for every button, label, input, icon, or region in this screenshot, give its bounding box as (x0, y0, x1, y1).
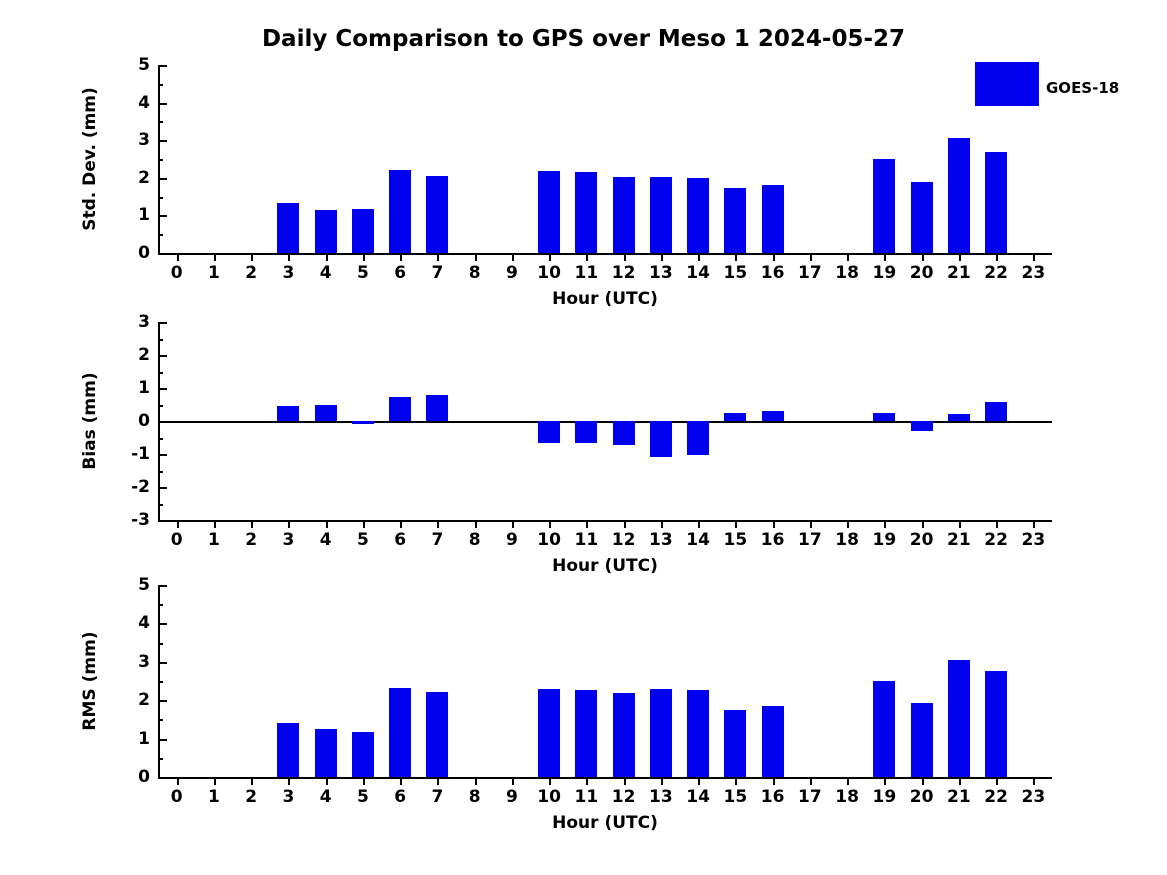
x-tick-label: 23 (1021, 530, 1046, 550)
y-tick-label: 1 (138, 728, 150, 749)
x-tick-label: 7 (431, 787, 444, 807)
y-tick-label: -2 (131, 477, 150, 497)
x-tick-label: 2 (245, 263, 258, 283)
x-tick (326, 777, 328, 785)
y-tick-label: 3 (138, 651, 150, 672)
x-tick (177, 777, 179, 785)
x-tick (661, 777, 663, 785)
bar-rms-hour-14 (687, 690, 709, 777)
x-tick-label: 13 (649, 530, 673, 550)
x-tick-label: 12 (611, 263, 636, 283)
y-tick-minor (158, 758, 163, 760)
x-tick-label: 5 (356, 787, 369, 807)
y-tick-label: -1 (131, 444, 150, 464)
x-tick (847, 777, 849, 785)
x-tick-label: 1 (207, 787, 220, 807)
y-axis-title: Bias (mm) (80, 372, 100, 470)
x-tick (251, 777, 253, 785)
x-tick (586, 777, 588, 785)
x-tick (735, 777, 737, 785)
x-tick-label: 19 (872, 263, 897, 283)
x-tick-label: 2 (245, 530, 258, 550)
y-tick (158, 739, 167, 741)
x-tick-label: 11 (574, 530, 599, 550)
x-tick-label: 10 (537, 530, 561, 550)
x-axis-title: Hour (UTC) (552, 813, 658, 833)
x-tick-label: 14 (686, 263, 710, 283)
y-tick (158, 623, 167, 625)
y-tick-label: 5 (138, 55, 150, 75)
x-tick-label: 8 (468, 787, 481, 807)
y-tick-label: 1 (138, 378, 150, 398)
x-tick-label: 9 (505, 263, 518, 283)
x-tick-label: 7 (431, 263, 444, 283)
x-tick (400, 777, 402, 785)
x-tick-label: 10 (537, 787, 561, 807)
x-tick-label: 14 (686, 530, 710, 550)
y-tick (158, 777, 167, 779)
x-tick-label: 8 (468, 263, 481, 283)
y-tick-label: 2 (138, 167, 150, 188)
bar-rms-hour-6 (389, 688, 411, 777)
x-tick (1033, 777, 1035, 785)
x-tick-label: 4 (319, 263, 332, 283)
x-tick-label: 16 (760, 263, 785, 283)
x-tick-label: 14 (686, 787, 710, 807)
x-tick-label: 2 (245, 787, 258, 807)
x-tick-label: 18 (835, 530, 859, 550)
bar-rms-hour-4 (315, 729, 337, 777)
x-tick-label: 22 (984, 787, 1008, 807)
x-tick-label: 18 (835, 263, 859, 283)
y-tick-label: 5 (138, 575, 150, 595)
x-tick-label: 12 (611, 530, 636, 550)
y-tick-label: 2 (138, 345, 150, 365)
x-tick-label: 7 (431, 530, 444, 550)
x-tick-label: 16 (760, 530, 785, 550)
x-axis-title: Hour (UTC) (552, 556, 658, 576)
x-tick-label: 13 (649, 787, 673, 807)
y-tick-label: 0 (138, 243, 150, 263)
x-tick (214, 777, 216, 785)
x-tick-label: 22 (984, 530, 1008, 550)
bar-rms-hour-12 (613, 693, 635, 777)
x-tick (773, 777, 775, 785)
y-tick-label: 1 (138, 205, 150, 226)
x-tick-label: 16 (760, 787, 785, 807)
x-tick (549, 777, 551, 785)
x-tick-label: 11 (574, 787, 599, 807)
x-tick-label: 21 (947, 787, 971, 807)
x-tick (363, 777, 365, 785)
x-tick-label: 8 (468, 530, 481, 550)
x-tick-label: 3 (282, 530, 295, 550)
x-tick-label: 11 (574, 263, 599, 283)
x-tick-label: 15 (723, 787, 748, 807)
x-tick-label: 3 (282, 787, 295, 807)
x-tick-label: 3 (282, 263, 295, 283)
bar-rms-hour-21 (948, 660, 970, 777)
y-tick-minor (158, 604, 163, 606)
y-tick (158, 700, 167, 702)
x-tick (512, 777, 514, 785)
x-tick-label: 0 (170, 263, 183, 283)
x-tick (437, 777, 439, 785)
legend-label-goes18: GOES-18 (1046, 79, 1120, 97)
page-title: Daily Comparison to GPS over Meso 1 2024-05-27 (261, 26, 906, 52)
x-tick-label: 15 (723, 530, 748, 550)
y-tick-label: -3 (131, 510, 150, 530)
y-tick-label: 4 (138, 613, 150, 634)
y-tick-label: 0 (138, 411, 150, 431)
bar-rms-hour-5 (352, 732, 374, 777)
x-tick-label: 0 (170, 530, 183, 550)
x-tick-label: 21 (947, 530, 971, 550)
bar-rms-hour-7 (426, 692, 448, 777)
x-tick-label: 9 (505, 787, 518, 807)
bar-rms-hour-15 (724, 710, 746, 777)
y-axis-title: RMS (mm) (80, 631, 100, 731)
x-tick-label: 10 (537, 263, 561, 283)
x-tick-label: 6 (394, 263, 407, 283)
x-tick-label: 17 (798, 787, 822, 807)
x-tick (810, 777, 812, 785)
x-tick (624, 777, 626, 785)
x-tick-label: 21 (947, 263, 971, 283)
x-tick-label: 1 (207, 263, 220, 283)
y-tick-minor (158, 719, 163, 721)
x-tick-label: 12 (611, 787, 636, 807)
x-tick (475, 777, 477, 785)
y-tick (158, 662, 167, 664)
x-tick-label: 6 (394, 787, 407, 807)
bar-rms-hour-20 (911, 703, 933, 777)
x-tick-label: 23 (1021, 787, 1046, 807)
y-tick-minor (158, 643, 163, 645)
x-tick-label: 9 (505, 530, 518, 550)
bar-rms-hour-10 (538, 689, 560, 777)
x-tick-label: 22 (984, 263, 1008, 283)
x-tick (996, 777, 998, 785)
x-tick-label: 20 (909, 530, 934, 550)
x-tick-label: 5 (356, 263, 369, 283)
x-tick-label: 13 (649, 263, 673, 283)
x-tick (959, 777, 961, 785)
y-tick-label: 3 (138, 130, 150, 151)
x-tick-label: 15 (723, 263, 748, 283)
x-tick-label: 6 (394, 530, 407, 550)
x-tick-label: 4 (319, 530, 332, 550)
x-tick-label: 23 (1021, 263, 1046, 283)
y-tick-label: 2 (138, 690, 150, 711)
x-axis-title: Hour (UTC) (552, 289, 658, 309)
x-tick-label: 0 (170, 787, 183, 807)
y-axis-title: Std. Dev. (mm) (80, 87, 100, 231)
x-tick-label: 20 (909, 263, 934, 283)
x-tick-label: 18 (835, 787, 859, 807)
bar-rms-hour-22 (985, 671, 1007, 777)
x-tick-label: 20 (909, 787, 934, 807)
y-tick-label: 0 (138, 767, 150, 787)
bar-rms-hour-11 (575, 690, 597, 777)
y-tick-label: 3 (138, 312, 150, 332)
bar-rms-hour-16 (762, 706, 784, 777)
x-tick-label: 4 (319, 787, 332, 807)
bar-rms-hour-19 (873, 681, 895, 777)
x-tick-label: 19 (872, 787, 897, 807)
bar-rms-hour-3 (277, 723, 299, 777)
x-tick (288, 777, 290, 785)
x-tick-label: 1 (207, 530, 220, 550)
y-tick-minor (158, 681, 163, 683)
x-tick-label: 19 (872, 530, 897, 550)
y-tick (158, 585, 167, 587)
x-tick-label: 5 (356, 530, 369, 550)
x-tick-label: 17 (798, 530, 822, 550)
x-axis-line (158, 777, 1052, 779)
bar-rms-hour-13 (650, 689, 672, 777)
x-tick-label: 17 (798, 263, 822, 283)
y-tick-label: 4 (138, 92, 150, 113)
x-tick (922, 777, 924, 785)
x-tick (884, 777, 886, 785)
x-tick (698, 777, 700, 785)
